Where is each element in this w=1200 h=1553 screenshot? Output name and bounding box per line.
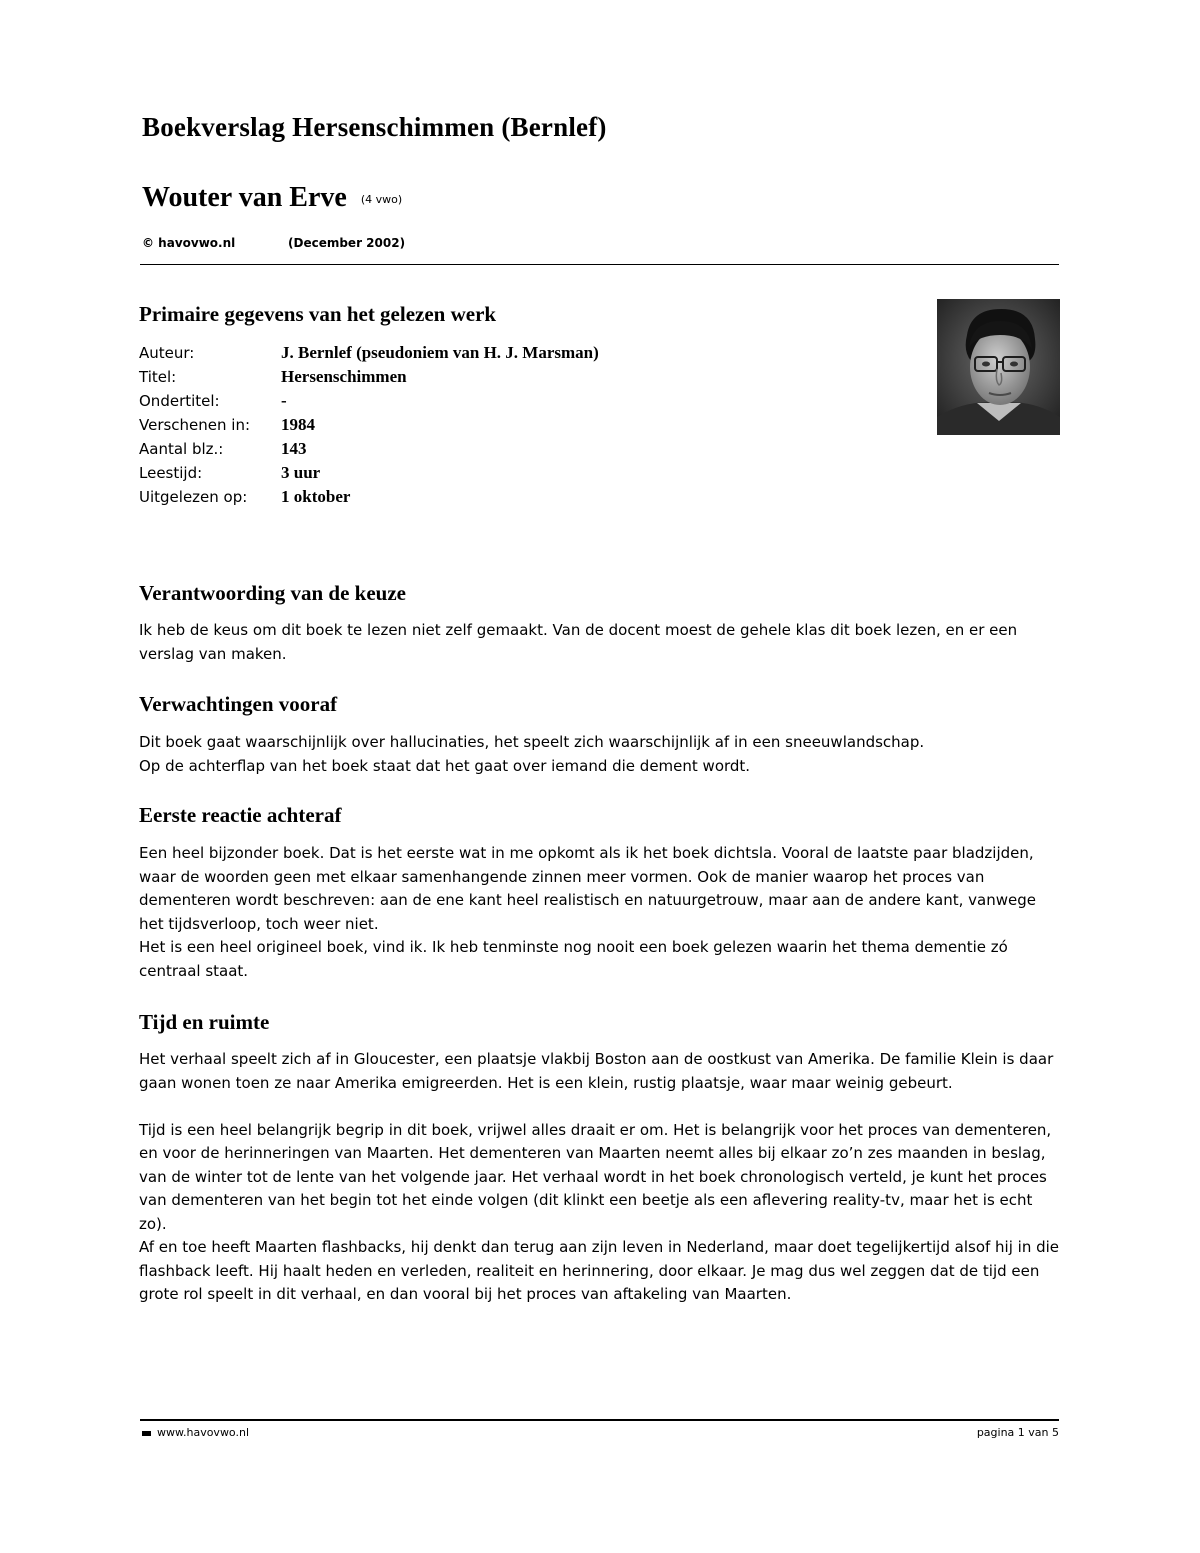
author-line [142, 182, 402, 214]
reactie-text: Een heel bijzonder boek. Dat is het eerste wat in me opkomt als ik het boek dichtsla. Vooral de laatste paar bladzijden, waar de woorden geen met elkaar samenhangende zinnen meer vormen. Ook de manier waarop het proces van dementeren wordt beschreven: aan de ene kant heel realistisch en natuurgetrouw, maar aan de andere kant, vanwege het tijdsverloop, toch weer niet. [139, 844, 1036, 933]
row-label: Uitgelezen op: [139, 488, 248, 506]
table-row [139, 413, 599, 437]
keuze-paragraph: Ik heb de keus om dit boek te lezen niet zelf gemaakt. Van de docent moest de gehele klas dit boek lezen, en er een verslag van maken. [139, 621, 1018, 663]
reactie-text: Het is een heel origineel boek, vind ik. Ik heb tenminste nog nooit een boek gelezen waarin het thema dementie zó centraal staat. [139, 938, 1008, 980]
row-value: 143 [281, 439, 307, 458]
tijd-heading: Tijd en ruimte [139, 1010, 270, 1034]
footer-site-link: www.havovwo.nl [157, 1426, 249, 1439]
verwachtingen-line: Op de achterflap van het boek staat dat het gaat over iemand die dement wordt. [139, 756, 751, 775]
row-value: - [281, 391, 287, 410]
row-label: Auteur: [139, 344, 195, 362]
verwachtingen-paragraph [139, 731, 1059, 778]
header-divider [140, 264, 1059, 265]
tijd-text: Het verhaal speelt zich af in Gloucester, een plaatsje vlakbij Boston aan de oostkust van Amerika. De familie Klein is daar gaan wonen toen ze naar Amerika emigreerden. Het is een klein, rustig plaatsje, waar maar weinig gebeurt. [139, 1050, 1054, 1092]
tijd-paragraph [139, 1048, 1059, 1307]
meta-line [142, 236, 406, 250]
primary-heading: Primaire gegevens van het gelezen werk [139, 302, 497, 326]
keuze-heading: Verantwoording van de keuze [139, 581, 406, 605]
primary-data-table [139, 341, 599, 509]
verwachtingen-heading: Verwachtingen vooraf [139, 692, 338, 716]
table-row [139, 341, 599, 365]
table-row [139, 437, 599, 461]
row-value: J. Bernlef (pseudoniem van H. J. Marsman) [281, 343, 599, 362]
table-row [139, 485, 599, 509]
reactie-paragraph [139, 842, 1059, 983]
row-label: Verschenen in: [139, 416, 251, 434]
row-value: 1 oktober [281, 487, 351, 506]
row-value: Hersenschimmen [281, 367, 407, 386]
tijd-text: Tijd is een heel belangrijk begrip in dit boek, vrijwel alles draait er om. Het is belangrijk voor het proces van dementeren, en voor de herinneringen van Maarten. Het dementeren van Maarten neemt alles bij elkaar zo’n zes maanden in beslag, van de winter tot de lente van het volgende jaar. Het verhaal wordt in het boek chronologisch verteld, je kunt het proces van dementeren van het begin tot het einde volgen (dit klinkt een beetje als een aflevering reality-tv, maar het is echt zo). [139, 1120, 1052, 1233]
table-row [139, 389, 599, 413]
row-label: Titel: [139, 368, 177, 386]
row-label: Leestijd: [139, 464, 203, 482]
square-bullet-icon [142, 1431, 151, 1436]
row-label: Ondertitel: [139, 392, 220, 410]
verwachtingen-line: Dit boek gaat waarschijnlijk over hallucinaties, het speelt zich waarschijnlijk af in een sneeuwlandschap. [139, 733, 925, 751]
table-row [139, 461, 599, 485]
footer-site [142, 1426, 249, 1439]
table-row [139, 365, 599, 389]
document-title: Boekverslag Hersenschimmen (Bernlef) [142, 112, 607, 142]
row-value: 1984 [281, 415, 315, 434]
copyright-text: © havovwo.nl [142, 236, 236, 250]
reactie-heading: Eerste reactie achteraf [139, 803, 342, 827]
footer-divider [140, 1419, 1059, 1421]
row-label: Aantal blz.: [139, 440, 224, 458]
author-portrait-photo [937, 299, 1060, 435]
page-number: pagina 1 van 5 [976, 1426, 1059, 1439]
row-value: 3 uur [281, 463, 321, 482]
date-text: (December 2002) [288, 236, 406, 250]
author-class: (4 vwo) [360, 193, 403, 206]
tijd-text: Af en toe heeft Maarten flashbacks, hij denkt dan terug aan zijn leven in Nederland, maar doet tegelijkertijd alsof hij in die flashback leeft. Hij haalt heden en verleden, realiteit en herinnering, door elkaar. Je mag dus wel zeggen dat de tijd een grote rol speelt in dit verhaal, en dan vooral bij het proces van aftakeling van Maarten. [139, 1238, 1060, 1303]
author-name: Wouter van Erve [142, 182, 347, 213]
